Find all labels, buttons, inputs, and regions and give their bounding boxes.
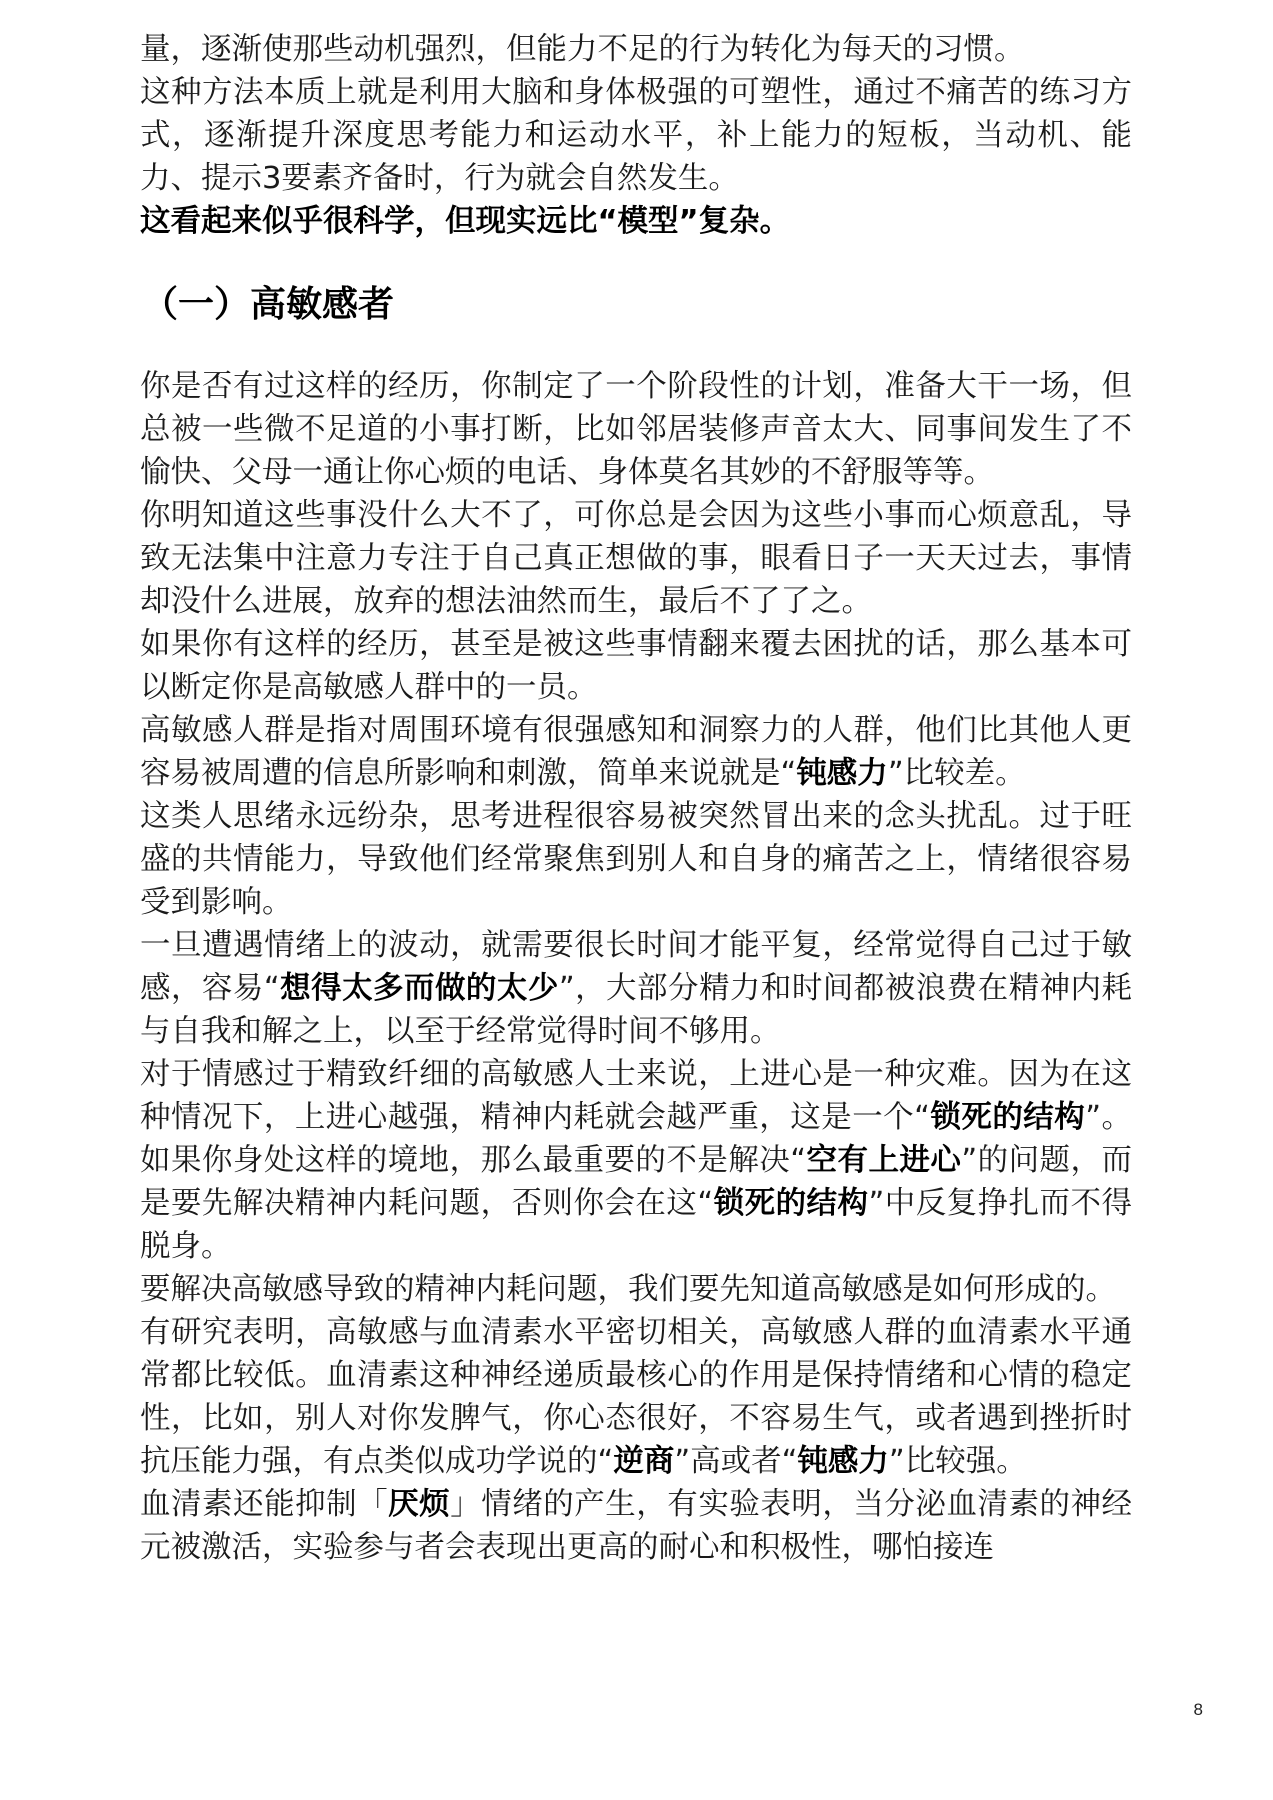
text-span: ”比较差。 [887, 756, 1026, 791]
text-span: 高敏感人群是指对周围环境有很强感知和洞察力的人群，他们比其他人更容易被周遭的信息所影响和刺激，简单来说就是“ [140, 713, 1132, 791]
body-paragraph-9 [140, 1311, 1132, 1483]
text-span: 血清素还能抑制「 [140, 1487, 389, 1522]
bold-term: 锁死的结构 [929, 1100, 1086, 1135]
body-paragraph-3: 如果你有这样的经历，甚至是被这些事情翻来覆去困扰的话，那么基本可以断定你是高敏感人群中的一员。 [140, 627, 1132, 705]
text-span: ”高或者“ [674, 1444, 798, 1479]
body-paragraph-10 [140, 1483, 1132, 1569]
text-span: ”中反复挣扎而不得脱身。 [140, 1186, 1132, 1264]
intro-paragraph-2: 这种方法本质上就是利用大脑和身体极强的可塑性，通过不痛苦的练习方式，逐渐提升深度思考能力和运动水平，补上能力的短板，当动机、能力、提示3要素齐备时，行为就会自然发生。 [140, 75, 1132, 196]
bold-term: 逆商 [613, 1444, 675, 1479]
bold-term: 锁死的结构 [713, 1186, 869, 1221]
intro-paragraph-1: 量，逐渐使那些动机强烈，但能力不足的行为转化为每天的习惯。 [140, 32, 1025, 67]
bold-term: 钝感力 [797, 1444, 889, 1479]
body-paragraph-8: 要解决高敏感导致的精神内耗问题，我们要先知道高敏感是如何形成的。 [140, 1272, 1116, 1307]
body-paragraph-2: 你明知道这些事没什么大不了，可你总是会因为这些小事而心烦意乱，导致无法集中注意力专注于自己真正想做的事，眼看日子一天天过去，事情却没什么进展，放弃的想法油然而生，最后不了了之。 [140, 498, 1132, 619]
text-span: 有研究表明，高敏感与血清素水平密切相关，高敏感人群的血清素水平通常都比较低。血清素这种神经递质最核心的作用是保持情绪和心情的稳定性，比如，别人对你发脾气，你心态很好，不容易生气，或者遇到挫折时抗压能力强，有点类似成功学说的“ [140, 1315, 1132, 1479]
body-paragraph-7 [140, 1053, 1132, 1268]
bold-term: 想得太多而做的太少 [279, 971, 559, 1006]
text-span: 」情绪的产生，有实验表明，当分泌血清素的神经元被激活，实验参与者会表现出更高的耐心和积极性，哪怕接连 [140, 1487, 1133, 1565]
body-paragraph-1: 你是否有过这样的经历，你制定了一个阶段性的计划，准备大干一场，但总被一些微不足道的小事打断，比如邻居装修声音太大、同事间发生了不愉快、父母一通让你心烦的电话、身体莫名其妙的不舒服等等。 [140, 369, 1132, 490]
text-span: ”。如果你身处这样的境地，那么最重要的不是解决“ [140, 1100, 1132, 1178]
document-page [140, 28, 1132, 1569]
text-span: ”比较强。 [888, 1444, 1027, 1479]
text-span: 一旦遭遇情绪上的波动，就需要很长时间才能平复，经常觉得自己过于敏感，容易“ [140, 928, 1132, 1006]
body-paragraph-5: 这类人思绪永远纷杂，思考进程很容易被突然冒出来的念头扰乱。过于旺盛的共情能力，导致他们经常聚焦到别人和自身的痛苦之上，情绪很容易受到影响。 [140, 799, 1132, 920]
bold-term: 厌烦 [388, 1487, 451, 1522]
intro-bold-statement: 这看起来似乎很科学，但现实远比“模型”复杂。 [140, 204, 791, 239]
bold-term: 空有上进心 [806, 1143, 962, 1178]
body-paragraph-6 [140, 924, 1132, 1053]
bold-term: 钝感力 [796, 756, 888, 791]
text-span: 对于情感过于精致纤细的高敏感人士来说，上进心是一种灾难。因为在这种情况下，上进心越强，精神内耗就会越严重，这是一个“ [140, 1057, 1132, 1135]
text-span: ”，大部分精力和时间都被浪费在精神内耗与自我和解之上，以至于经常觉得时间不够用。 [140, 971, 1132, 1049]
body-paragraph-4 [140, 709, 1132, 795]
section-heading: （一）高敏感者 [142, 284, 395, 325]
text-span: ”的问题，而是要先解决精神内耗问题，否则你会在这“ [140, 1143, 1132, 1221]
page-number: 8 [1193, 1700, 1203, 1719]
